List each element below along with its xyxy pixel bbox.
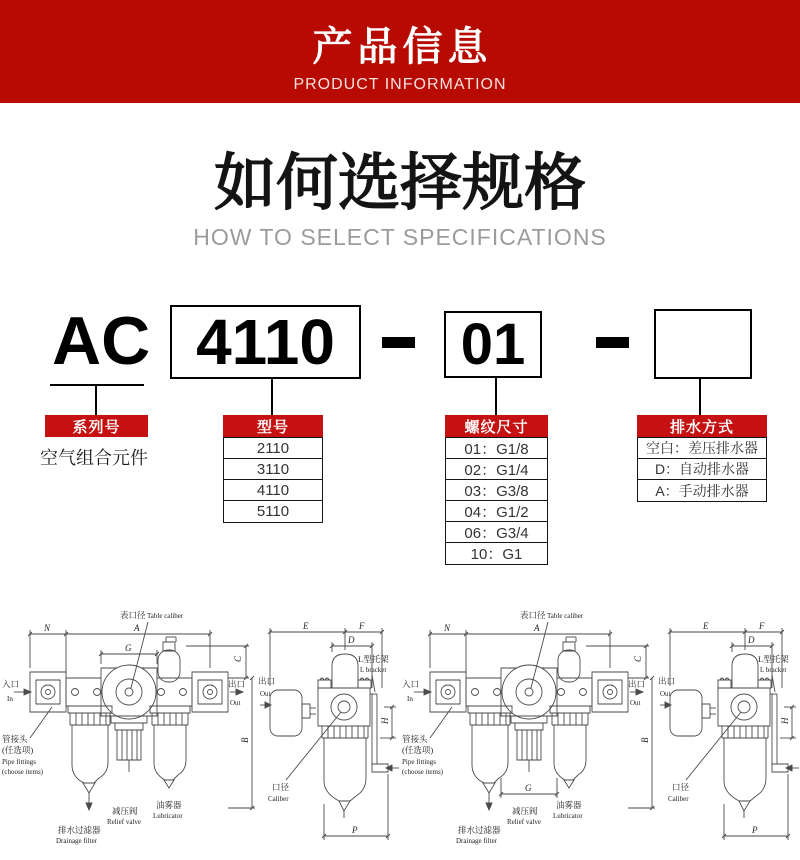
pipe-fittings-label-cn: 管接头 [2,734,28,744]
series-value: 空气组合元件 [40,448,148,468]
pipe-fittings-label-en: Pipe fittings [2,758,37,766]
banner [0,0,800,103]
model-table-header: 型号 [223,415,323,437]
dim-f: F [359,621,365,631]
dim-h: H [380,717,390,724]
dim-g: G [525,783,532,793]
drainage-filter-label-cn: 排水过滤器 [458,825,501,835]
thread-table-header: 螺纹尺寸 [445,415,548,437]
inlet-label-en: In [7,695,13,703]
banner-title: 产品信息 [312,25,493,69]
model-prefix: AC [52,303,151,379]
table-row: 06：G3/4 [446,522,547,543]
caliber-label-en: Caliber [268,795,289,803]
inlet-label-cn: 入口 [402,679,420,689]
dim-e: E [703,621,709,631]
relief-valve-label-en: Relief valve [507,818,542,826]
dim-g: G [125,643,132,653]
relief-valve-label-en: Relief valve [107,818,142,826]
table-row: A：手动排水器 [655,482,749,499]
lubricator-label-cn: 油雾器 [156,800,182,810]
pipe-fittings-label-en: Pipe fittings [402,758,437,766]
caliber-label-cn: 口径 [272,782,290,792]
table-row: 2110 [224,438,322,459]
dim-d: D [748,635,755,645]
table-row: 空白：差压排水器 [638,438,766,459]
l-bracket-label-en: L bracket [360,666,387,674]
dim-n: N [44,623,51,633]
pipe-fittings-label-cn: 管接头 [402,734,428,744]
dim-c: C [233,655,243,662]
diagram-group-1 [0,602,400,854]
frl-front-view-diagram: N A G G C B 表口径 Table caliber 入口 In 出口 Out 管接头 (任选项) Pipe fittings (choose items) 减压阀 Relief valve 油雾器 Lubricator 排水过滤器 Drainage filter [0,602,258,854]
inlet-label-en: In [407,695,413,703]
table-row: 03：G3/8 [446,480,547,501]
table-row: 4110 [224,480,322,501]
dim-p: P [752,825,758,835]
technical-diagrams [0,602,800,854]
lubricator-label-en: Lubricator [153,812,183,820]
thread-table [445,437,548,565]
outlet-label-cn: 出口 [628,679,646,689]
dash-separator [596,305,629,379]
thread-size-box: 01 [444,311,542,378]
outlet-label-cn: 出口 [658,676,676,686]
dash-separator [382,305,415,379]
banner-subtitle: PRODUCT INFORMATION [293,76,507,93]
dim-b: B [640,737,650,743]
model-code-selector [0,303,800,602]
table-row: 01：G1/8 [446,438,547,459]
outlet-label-cn: 出口 [258,676,276,686]
frl-side-view-diagram [258,602,400,854]
caliber-label-cn: 口径 [672,782,690,792]
gauge-caliber-label-cn: 表口径 [120,610,146,620]
section-heading [0,150,800,251]
drain-option-box [654,309,752,379]
table-row: 10：G1 [470,546,523,563]
section-subtitle: HOW TO SELECT SPECIFICATIONS [193,224,607,251]
relief-valve-label-cn: 减压阀 [112,806,138,816]
caliber-label-en: Caliber [668,795,689,803]
outlet-label-en: Out [630,699,641,707]
drainage-filter-label-en: Drainage filter [456,837,498,845]
dim-e: E [303,621,309,631]
gauge-caliber-label-en: Table caliber [547,612,584,620]
l-bracket-label-en: L bracket [760,666,787,674]
dim-a: A [534,623,540,633]
inlet-label-cn: 入口 [2,679,20,689]
series-header: 系列号 [45,415,148,437]
frl-front-view-diagram: N A G G C B 表口径 Table caliber 入口 In 出口 Out 管接头 (任选项) Pipe fittings (choose items) 减压阀 Relief valve 油雾器 Lubricator 排水过滤器 Drainage filter [400,602,658,854]
table-row: 02：G1/4 [446,459,547,480]
drainage-filter-label-cn: 排水过滤器 [58,825,101,835]
model-prefix-underline [50,384,144,386]
dim-d: D [348,635,355,645]
lubricator-label-en: Lubricator [553,812,583,820]
pipe-fittings-label-en2: (choose items) [402,768,444,776]
relief-valve-label-cn: 减压阀 [512,806,538,816]
diagram-group-2 [400,602,800,854]
dim-b: B [240,737,250,743]
dim-p: P [352,825,358,835]
drainage-filter-label-en: Drainage filter [56,837,98,845]
pipe-fittings-label-en2: (choose items) [2,768,44,776]
l-bracket-label-cn: L型托架 [758,654,789,664]
outlet-label-cn: 出口 [228,679,246,689]
connector-line [271,379,273,415]
table-row: D：自动排水器 [638,459,766,480]
table-row: 3110 [224,459,322,480]
section-title: 如何选择规格 [213,149,586,218]
connector-line [495,378,497,415]
dim-h: H [780,717,790,724]
pipe-fittings-label-cn2: (任选项) [2,745,34,755]
outlet-label-en: Out [230,699,241,707]
outlet-label-en: Out [260,690,271,698]
model-number-box: 4110 [170,305,361,379]
table-row: 04：G1/2 [446,501,547,522]
gauge-caliber-label-cn: 表口径 [520,610,546,620]
outlet-label-en: Out [660,690,671,698]
dim-n: N [444,623,451,633]
pipe-fittings-label-cn2: (任选项) [402,745,434,755]
dim-c: C [633,655,643,662]
table-row: 5110 [256,503,290,520]
lubricator-label-cn: 油雾器 [556,800,582,810]
drain-table-header: 排水方式 [637,415,767,437]
gauge-caliber-label-en: Table caliber [147,612,184,620]
dim-a: A [134,623,140,633]
connector-line [699,379,701,415]
l-bracket-label-cn: L型托架 [358,654,389,664]
frl-side-view-diagram [658,602,800,854]
model-table [223,437,323,523]
connector-line [95,386,97,415]
dim-f: F [759,621,765,631]
drain-table [637,437,767,502]
